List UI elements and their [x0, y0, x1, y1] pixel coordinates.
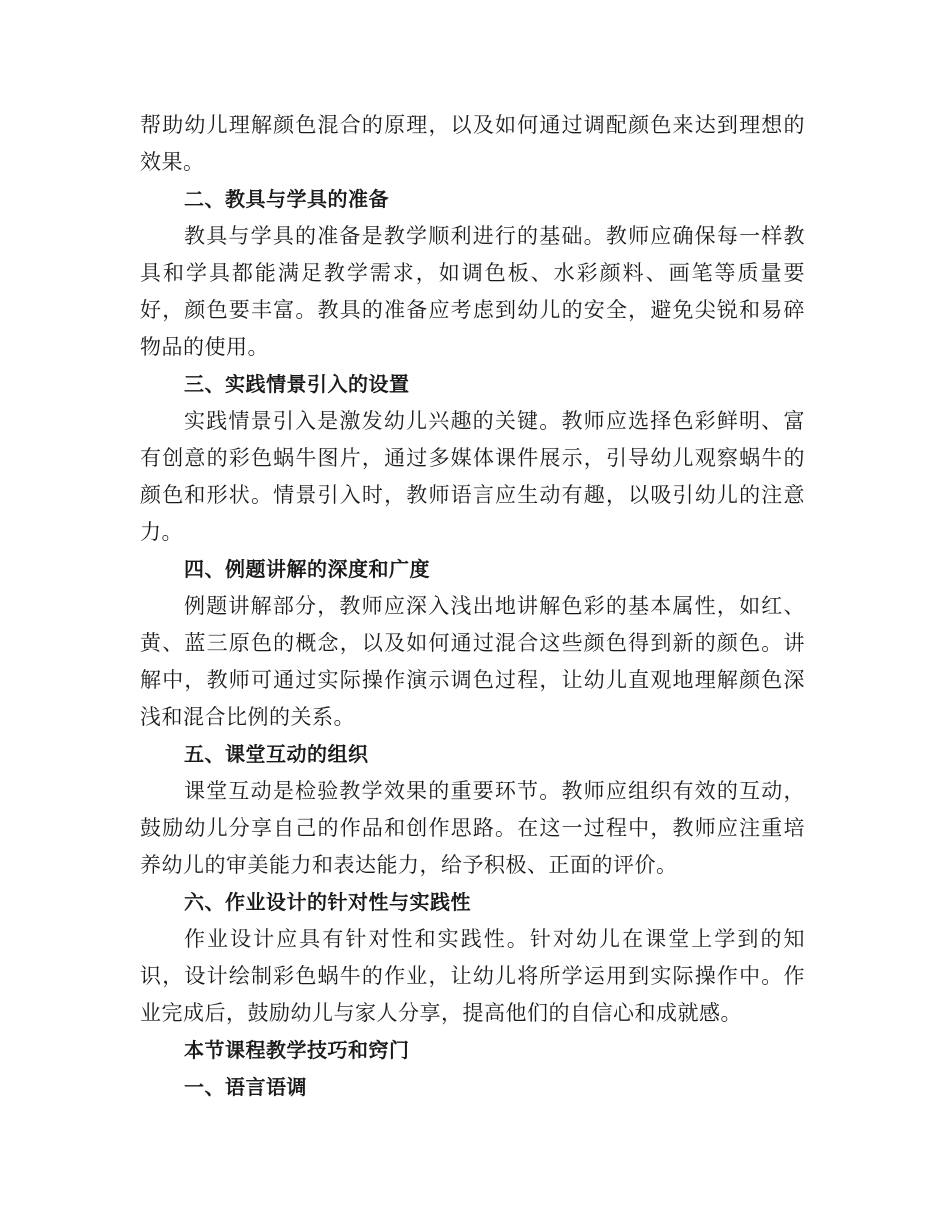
- section-heading-homework: 六、作业设计的针对性与实践性: [184, 890, 471, 914]
- paragraph-scenario: 实践情景引入是激发幼儿兴趣的关键。教师应选择色彩鲜明、富有创意的彩色蜗牛图片，通过多媒体课件展示，引导幼儿观察蜗牛的颜色和形状。情景引入时，教师语言应生动有趣，以吸引幼儿的注意力。: [140, 409, 805, 544]
- document-body: [140, 107, 805, 1106]
- section-heading-examples: 四、例题讲解的深度和广度: [184, 557, 430, 581]
- section-heading-scenario: 三、实践情景引入的设置: [184, 372, 410, 396]
- section-heading-teaching-aids: 二、教具与学具的准备: [184, 187, 389, 211]
- section-heading-language: 一、语言语调: [184, 1075, 307, 1099]
- paragraph-homework: 作业设计应具有针对性和实践性。针对幼儿在课堂上学到的知识，设计绘制彩色蜗牛的作业，让幼儿将所学运用到实际操作中。作业完成后，鼓励幼儿与家人分享，提高他们的自信心和成就感。: [140, 927, 805, 1025]
- paragraph-continuation: 帮助幼儿理解颜色混合的原理，以及如何通过调配颜色来达到理想的效果。: [140, 113, 805, 174]
- paragraph-teaching-aids: 教具与学具的准备是教学顺利进行的基础。教师应确保每一样教具和学具都能满足教学需求，如调色板、水彩颜料、画笔等质量要好，颜色要丰富。教具的准备应考虑到幼儿的安全，避免尖锐和易碎物品的使用。: [140, 224, 805, 359]
- section-heading-interaction: 五、课堂互动的组织: [184, 742, 369, 766]
- paragraph-interaction: 课堂互动是检验教学效果的重要环节。教师应组织有效的互动，鼓励幼儿分享自己的作品和创作思路。在这一过程中，教师应注重培养幼儿的审美能力和表达能力，给予积极、正面的评价。: [140, 779, 805, 877]
- section-heading-tips: 本节课程教学技巧和窍门: [184, 1038, 410, 1062]
- paragraph-examples: 例题讲解部分，教师应深入浅出地讲解色彩的基本属性，如红、黄、蓝三原色的概念，以及如何通过混合这些颜色得到新的颜色。讲解中，教师可通过实际操作演示调色过程，让幼儿直观地理解颜色深浅和混合比例的关系。: [140, 594, 805, 729]
